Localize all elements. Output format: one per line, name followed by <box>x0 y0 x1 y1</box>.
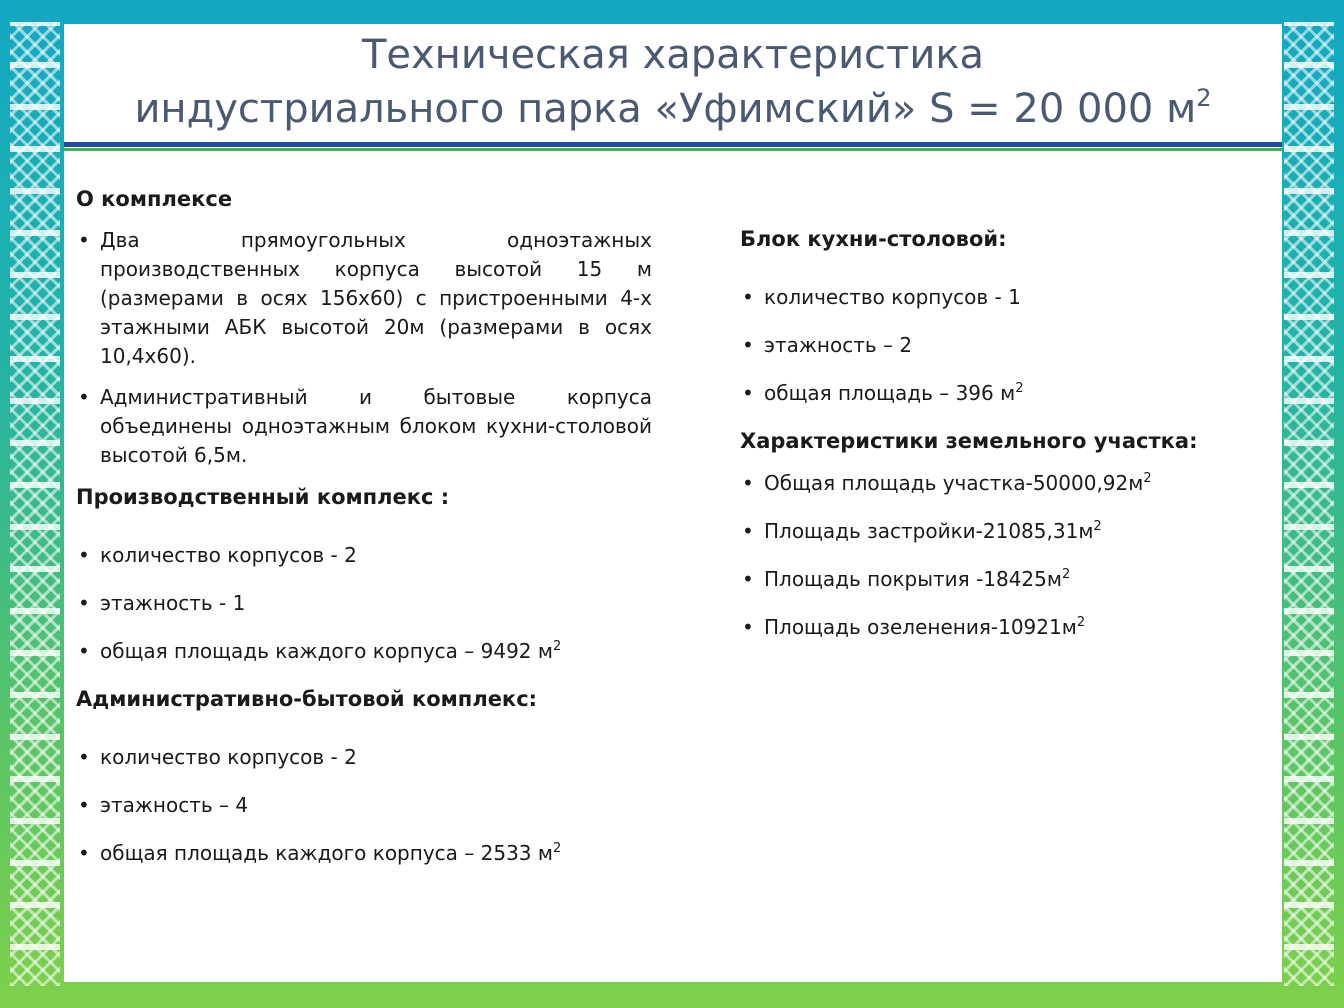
land-heading: Характеристики земельного участка: <box>740 429 1198 453</box>
slide <box>64 24 1282 982</box>
land-coverage-text: Площадь покрытия -18425м <box>764 567 1062 591</box>
title-line-2-text: индустриального парка «Уфимский» S = 20 000 м <box>134 86 1197 132</box>
left-ornament-border <box>10 22 60 986</box>
admin-heading: Административно-бытовой комплекс: <box>76 687 538 711</box>
about-item: • Административный и бытовые корпуса объединены одноэтажным блоком кухни-столовой высотой 6,5м. <box>76 383 652 470</box>
kitchen-heading: Блок кухни-столовой: <box>740 227 1007 251</box>
land-building-text: Площадь застройки-21085,31м <box>764 519 1094 543</box>
production-heading: Производственный комплекс : <box>76 485 450 509</box>
admin-list <box>76 742 652 868</box>
land-building-sup: 2 <box>1093 519 1102 534</box>
left-column <box>76 184 652 886</box>
land-item <box>740 612 1276 642</box>
production-item: • этажность - 1 <box>76 588 652 618</box>
land-coverage-sup: 2 <box>1061 567 1071 582</box>
production-area-text: общая площадь каждого корпуса – 9492 м <box>100 639 553 663</box>
land-green-sup: 2 <box>1076 615 1086 630</box>
title-rule-green <box>64 148 1282 151</box>
kitchen-item: • этажность – 2 <box>740 330 1276 360</box>
admin-item: • количество корпусов - 2 <box>76 742 652 772</box>
about-heading: О комплексе <box>76 187 233 211</box>
land-item <box>740 516 1276 546</box>
about-item: • Два прямоугольных одноэтажных производственных корпуса высотой 15 м (размерами в осях 156х60) с пристроенными 4-х этажными АБК высотой 20м (размерами в осях 10,4х60). <box>76 226 652 371</box>
land-total-sup: 2 <box>1143 471 1152 486</box>
title-rule-blue <box>64 142 1282 147</box>
admin-item <box>76 838 652 868</box>
about-list <box>76 226 652 470</box>
admin-area-sup: 2 <box>552 841 562 856</box>
title-line-1: Техническая характеристика <box>361 32 985 78</box>
right-column <box>740 224 1276 660</box>
spacer <box>76 524 652 540</box>
kitchen-item: • количество корпусов - 1 <box>740 282 1276 312</box>
admin-area-text: общая площадь каждого корпуса – 2533 м <box>100 841 553 865</box>
production-list <box>76 540 652 666</box>
production-item: • количество корпусов - 2 <box>76 540 652 570</box>
production-area-sup: 2 <box>552 639 562 654</box>
right-ornament-border <box>1284 22 1334 986</box>
land-item <box>740 468 1276 498</box>
kitchen-list <box>740 282 1276 408</box>
kitchen-area-sup: 2 <box>1015 381 1024 396</box>
title-superscript: 2 <box>1196 84 1212 112</box>
title-line-2 <box>64 82 1282 136</box>
land-total-text: Общая площадь участка-50000,92м <box>764 471 1144 495</box>
kitchen-area-text: общая площадь – 396 м <box>764 381 1016 405</box>
spacer <box>740 266 1276 282</box>
spacer <box>76 726 652 742</box>
slide-title <box>64 28 1282 136</box>
land-item <box>740 564 1276 594</box>
land-list <box>740 468 1276 642</box>
admin-item: • этажность – 4 <box>76 790 652 820</box>
kitchen-item <box>740 378 1276 408</box>
production-item <box>76 636 652 666</box>
land-green-text: Площадь озеленения-10921м <box>764 615 1077 639</box>
